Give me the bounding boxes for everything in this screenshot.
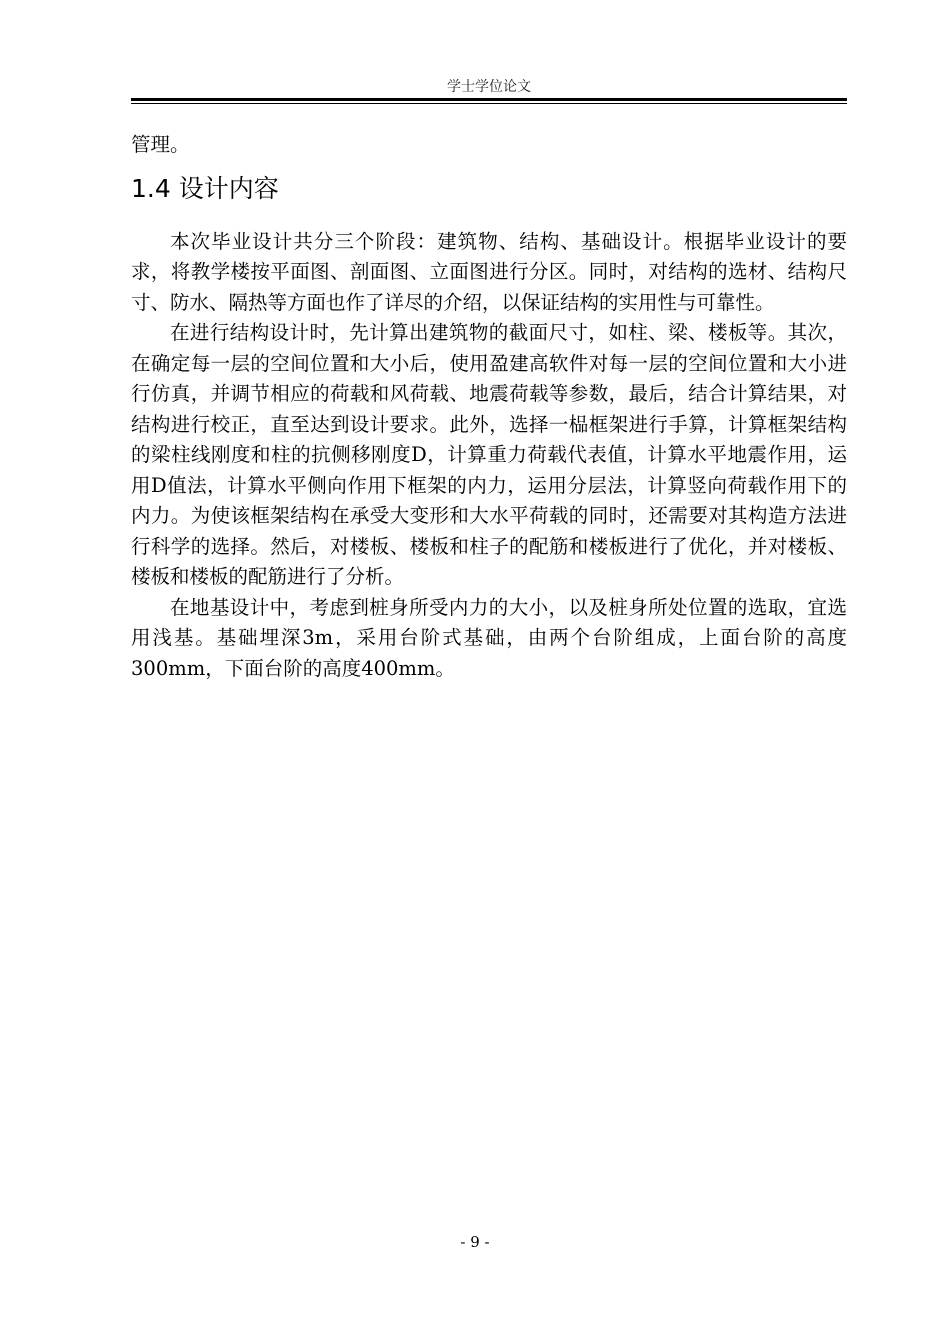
header-rule-thick xyxy=(131,98,847,101)
paragraph-stages: 本次毕业设计共分三个阶段：建筑物、结构、基础设计。根据毕业设计的要求，将教学楼按平面图、剖面图、立面图进行分区。同时，对结构的选材、结构尺寸、防水、隔热等方面也作了详尽的介绍，以保证结构的实用性与可靠性。 xyxy=(131,229,847,314)
page-number: - 9 - xyxy=(460,1233,490,1251)
running-header: 学士学位论文 xyxy=(447,79,531,95)
header-rule-thin xyxy=(131,103,847,104)
body-text xyxy=(131,130,847,684)
paragraph-foundation-design: 在地基设计中，考虑到桩身所受内力的大小，以及桩身所处位置的选取，宜选用浅基。基础埋深3m，采用台阶式基础，由两个台阶组成，上面台阶的高度300mm，下面台阶的高度400mm。 xyxy=(131,595,847,680)
section-heading: 1.4 设计内容 xyxy=(131,173,279,203)
paragraph-structure-design: 在进行结构设计时，先计算出建筑物的截面尺寸，如柱、梁、楼板等。其次，在确定每一层的空间位置和大小后，使用盈建高软件对每一层的空间位置和大小进行仿真，并调节相应的荷载和风荷载、地震荷载等参数，最后，结合计算结果，对结构进行校正，直至达到设计要求。此外，选择一榀框架进行手算，计算框架结构的梁柱线刚度和柱的抗侧移刚度D，计算重力荷载代表值，计算水平地震作用，运用D值法，计算水平侧向作用下框架的内力，运用分层法，计算竖向荷载作用下的内力。为使该框架结构在承受大变形和大水平荷载的同时，还需要对其构造方法进行科学的选择。然后，对楼板、楼板和柱子的配筋和楼板进行了优化，并对楼板、楼板和楼板的配筋进行了分析。 xyxy=(131,321,847,588)
continuation-text: 管理。 xyxy=(131,133,190,156)
